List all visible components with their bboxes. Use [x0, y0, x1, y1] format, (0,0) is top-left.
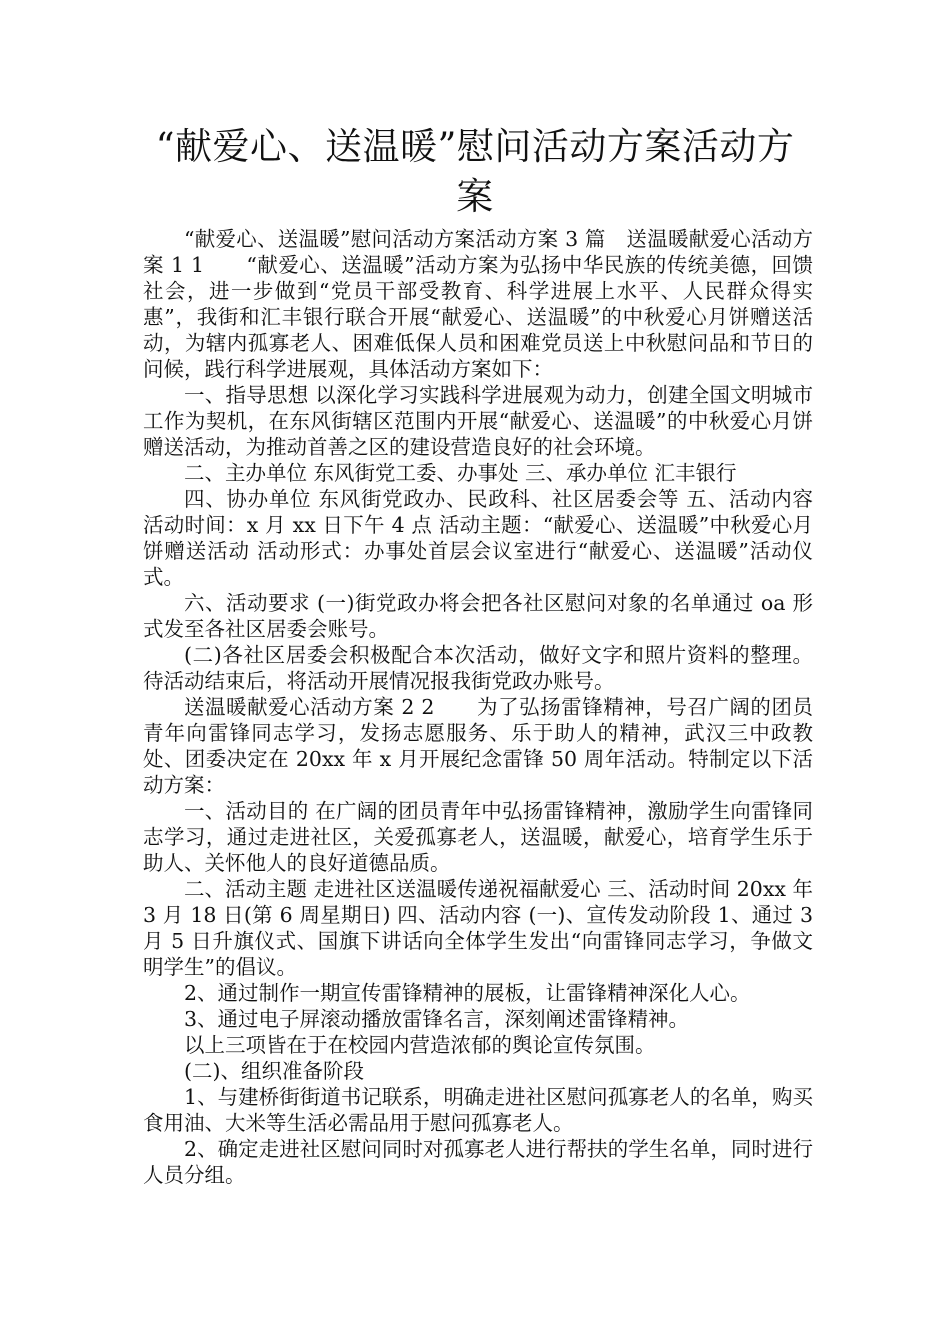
paragraph: 四、协办单位 东风街党政办、民政科、社区居委会等 五、活动内容 活动时间：x 月 xx 日下午 4 点 活动主题：“献爱心、送温暖”中秋爱心月饼赠送活动 活动形式：办事处首层会议室进行“献爱心、送温暖”活动仪式。: [143, 487, 813, 589]
paragraph: (二)各社区居委会积极配合本次活动，做好文字和照片资料的整理。待活动结束后，将活动开展情况报我街党政办账号。: [143, 643, 813, 693]
paragraph: 3、通过电子屏滚动播放雷锋名言，深刻阐述雷锋精神。: [184, 1007, 690, 1031]
paragraph: 二、主办单位 东风街党工委、办事处 三、承办单位 汇丰银行: [184, 461, 737, 485]
document-body: [143, 226, 813, 1188]
paragraph: 六、活动要求 (一)街党政办将会把各社区慰问对象的名单通过 oa 形式发至各社区居委会账号。: [143, 591, 813, 641]
paragraph: 2、确定走进社区慰问同时对孤寡老人进行帮扶的学生名单，同时进行人员分组。: [143, 1137, 813, 1187]
paragraph: 送温暖献爱心活动方案 2 2 为了弘扬雷锋精神，号召广阔的团员青年向雷锋同志学习，发扬志愿服务、乐于助人的精神，武汉三中政教处、团委决定在 20xx 年 x 月开展纪念雷锋 50 周年活动。特制定以下活动方案：: [143, 695, 813, 797]
paragraph: 以上三项皆在于在校园内营造浓郁的舆论宣传氛围。: [184, 1033, 656, 1057]
document-title: “献爱心、送温暖”慰问活动方案活动方案: [155, 125, 795, 218]
paragraph: (二)、组织准备阶段: [184, 1059, 364, 1083]
paragraph: 一、指导思想 以深化学习实践科学进展观为动力，创建全国文明城市工作为契机，在东风街辖区范围内开展“献爱心、送温暖”的中秋爱心月饼赠送活动，为推动首善之区的建设营造良好的社会环境。: [143, 383, 813, 459]
paragraph: 一、活动目的 在广阔的团员青年中弘扬雷锋精神，激励学生向雷锋同志学习，通过走进社区，关爱孤寡老人，送温暖，献爱心，培育学生乐于助人、关怀他人的良好道德品质。: [143, 799, 813, 875]
paragraph: 1、与建桥街街道书记联系，明确走进社区慰问孤寡老人的名单，购买食用油、大米等生活必需品用于慰问孤寡老人。: [143, 1085, 813, 1135]
paragraph: “献爱心、送温暖”慰问活动方案活动方案 3 篇 送温暖献爱心活动方案 1 1 “献爱心、送温暖”活动方案为弘扬中华民族的传统美德，回馈社会，进一步做到“党员干部受教育、科学进展上水平、人民群众得实惠”，我街和汇丰银行联合开展“献爱心、送温暖”的中秋爱心月饼赠送活动，为辖内孤寡老人、困难低保人员和困难党员送上中秋慰问品和节日的问候，践行科学进展观，具体活动方案如下：: [143, 227, 813, 381]
paragraph: 二、活动主题 走进社区送温暖传递祝福献爱心 三、活动时间 20xx 年 3 月 18 日(第 6 周星期日) 四、活动内容 (一)、宣传发动阶段 1、通过 3 月 5 日升旗仪式、国旗下讲话向全体学生发出“向雷锋同志学习，争做文明学生”的倡议。: [143, 877, 813, 979]
paragraph: 2、通过制作一期宣传雷锋精神的展板，让雷锋精神深化人心。: [184, 981, 751, 1005]
